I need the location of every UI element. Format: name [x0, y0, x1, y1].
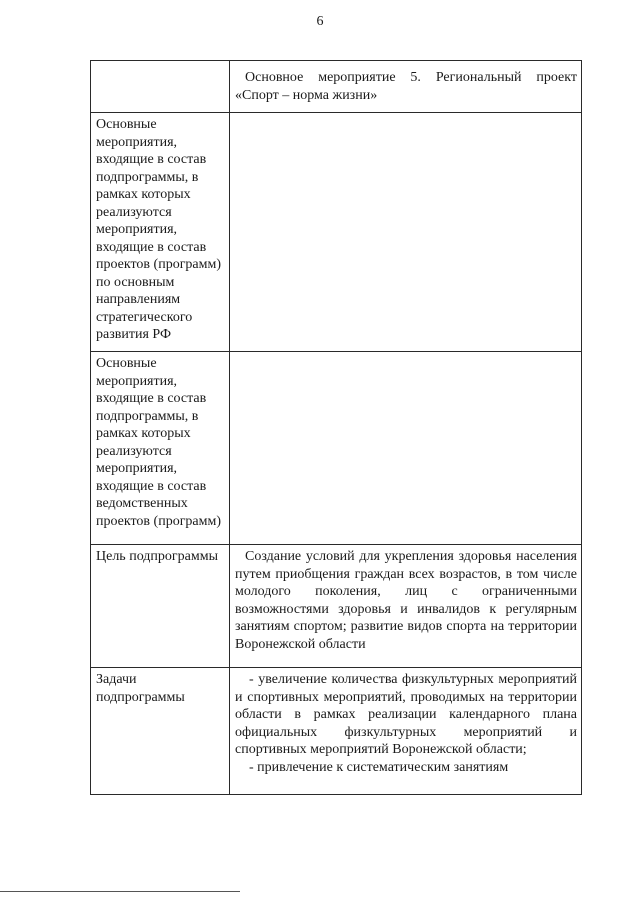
table-row — [91, 113, 582, 352]
task-item: - привлечение к систематическим занятиям — [249, 759, 509, 775]
row-label-goal: Цель подпрограммы — [91, 545, 230, 668]
row-value-tasks — [230, 668, 582, 795]
goal-text: Создание условий для укрепления здоровья населения путем приобщения граждан всех возрастов, в том числе молодого поколения, лиц с ограниченными возможностями здоровья и инвалидов к регулярным занятиям спортом; развитие видов спорта на территории Воронежской области — [235, 549, 577, 652]
row-value-departmental-projects — [230, 352, 582, 545]
page-number: 6 — [316, 14, 324, 29]
row-value-national-projects — [230, 113, 582, 352]
row-label-tasks: Задачи подпрограммы — [91, 668, 230, 795]
row-label-departmental-projects: Основные мероприятия, входящие в состав подпрограммы, в рамках которых реализуются мероприятия, входящие в состав ведомственных проектов (программ) — [91, 352, 230, 545]
row-label-national-projects: Основные мероприятия, входящие в состав подпрограммы, в рамках которых реализуются мероприятия, входящие в состав проектов (программ) по основным направлениям стратегического развития РФ — [91, 113, 230, 352]
main-activity-title: Основное мероприятие 5. Региональный проект «Спорт – норма жизни» — [230, 61, 582, 113]
row-value-goal — [230, 545, 582, 668]
subprogram-passport-table — [90, 60, 582, 795]
header-label-cell — [91, 61, 230, 113]
table-row — [91, 668, 582, 795]
table-row — [91, 545, 582, 668]
task-item: - увеличение количества физкультурных мероприятий и спортивных мероприятий, проводимых на территории области в рамках реализации календарного плана официальных физкультурных мероприятий и спортивных мероприятий Воронежской области; — [235, 672, 577, 757]
table-header-row — [91, 61, 582, 113]
table-row — [91, 352, 582, 545]
scan-edge-line — [0, 891, 240, 892]
